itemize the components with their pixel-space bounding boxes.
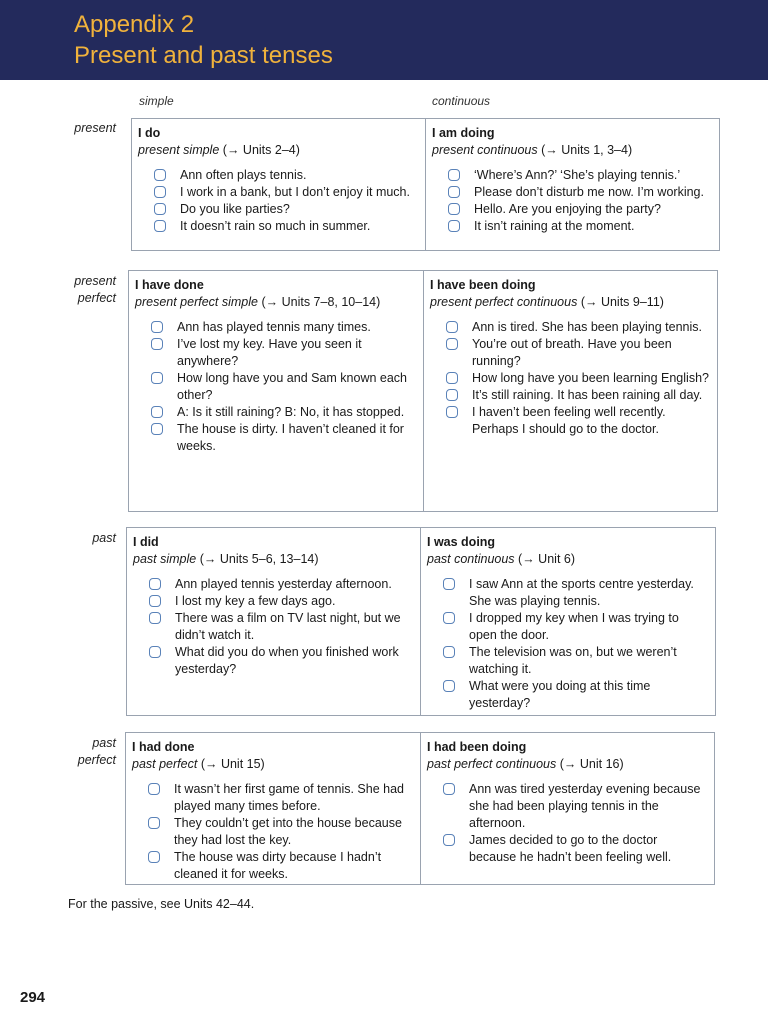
example-item: [448, 184, 711, 201]
example-item: [448, 201, 711, 218]
example-item: [443, 832, 706, 866]
example-item: [446, 370, 709, 387]
bullet-icon: [151, 406, 163, 418]
continuous-cell: [420, 733, 714, 884]
unit-reference: (→ Units 7–8, 10–14): [261, 295, 381, 309]
bullet-icon: [148, 783, 160, 795]
example-item: [148, 849, 412, 883]
row-label: present: [74, 121, 116, 135]
tense-form: I did: [133, 535, 159, 549]
bullet-icon: [448, 186, 460, 198]
example-item: [446, 336, 709, 370]
example-text: I lost my key a few days ago.: [175, 594, 336, 608]
bullet-icon: [148, 817, 160, 829]
example-text: You’re out of breath. Have you been running?: [472, 337, 672, 368]
tense-form: I was doing: [427, 535, 496, 549]
example-text: Ann often plays tennis.: [180, 168, 307, 182]
unit-reference: (→ Unit 16): [559, 757, 624, 771]
example-text: They couldn’t get into the house because they had lost the key.: [174, 816, 402, 847]
example-text: It’s still raining. It has been raining all day.: [472, 388, 703, 402]
unit-reference: (→ Units 9–11): [580, 295, 664, 309]
bullet-icon: [443, 834, 455, 846]
bullet-icon: [149, 646, 161, 658]
example-item: [154, 218, 417, 235]
tense-row-box: [131, 118, 720, 251]
example-item: [154, 184, 417, 201]
bullet-icon: [443, 783, 455, 795]
example-list: [138, 167, 417, 235]
tense-form: I have done: [135, 278, 204, 292]
example-list: [432, 167, 711, 235]
unit-reference: (→ Units 2–4): [222, 143, 300, 157]
bullet-icon: [149, 595, 161, 607]
bullet-icon: [154, 203, 166, 215]
example-text: I saw Ann at the sports centre yesterday. She was playing tennis.: [469, 577, 694, 608]
example-text: I haven’t been feeling well recently. Perhaps I should go to the doctor.: [472, 405, 666, 436]
bullet-icon: [446, 321, 458, 333]
bullet-icon: [446, 389, 458, 401]
bullet-icon: [149, 612, 161, 624]
page-number: 294: [20, 989, 46, 1006]
example-item: [443, 644, 707, 678]
tense-name: present perfect continuous: [430, 295, 578, 309]
example-text: The house is dirty. I haven’t cleaned it for weeks.: [177, 422, 404, 453]
tense-name: past perfect: [132, 757, 198, 771]
bullet-icon: [149, 578, 161, 590]
bullet-icon: [443, 680, 455, 692]
column-header-simple: simple: [139, 94, 174, 108]
example-text: Ann has played tennis many times.: [177, 320, 371, 334]
continuous-cell: [423, 271, 717, 511]
example-text: Ann was tired yesterday evening because she had been playing tennis in the afternoon.: [469, 782, 701, 830]
row-label: present perfect: [74, 274, 116, 305]
tense-form: I have been doing: [430, 278, 536, 292]
example-text: There was a film on TV last night, but we didn’t watch it.: [175, 611, 401, 642]
example-text: Hello. Are you enjoying the party?: [474, 202, 661, 216]
title-banner: [0, 0, 768, 80]
tense-row-box: [128, 270, 718, 512]
continuous-cell: [420, 528, 715, 715]
example-list: [132, 781, 412, 883]
example-item: [446, 387, 709, 404]
tense-name: past simple: [133, 552, 197, 566]
bullet-icon: [151, 372, 163, 384]
tense-name: present perfect simple: [135, 295, 258, 309]
example-item: [448, 167, 711, 184]
simple-cell: [127, 528, 420, 715]
tense-form: I had been doing: [427, 740, 527, 754]
row-label: past: [92, 531, 116, 545]
bullet-icon: [154, 186, 166, 198]
example-item: [149, 610, 412, 644]
tense-name: past perfect continuous: [427, 757, 557, 771]
example-item: [148, 781, 412, 815]
example-text: A: Is it still raining? B: No, it has stopped.: [177, 405, 405, 419]
bullet-icon: [446, 338, 458, 350]
bullet-icon: [448, 220, 460, 232]
example-text: ‘Where’s Ann?’ ‘She’s playing tennis.’: [474, 168, 681, 182]
tense-form: I do: [138, 126, 161, 140]
example-item: [149, 644, 412, 678]
example-text: I dropped my key when I was trying to open the door.: [469, 611, 679, 642]
example-list: [427, 576, 707, 712]
unit-reference: (→ Units 1, 3–4): [541, 143, 633, 157]
tense-name-line: [432, 142, 711, 159]
row-label: past perfect: [77, 736, 116, 767]
example-list: [427, 781, 706, 866]
example-text: I’ve lost my key. Have you seen it anywhere?: [177, 337, 362, 368]
bullet-icon: [154, 220, 166, 232]
appendix-title: Appendix 2: [74, 11, 195, 38]
example-item: [448, 218, 711, 235]
example-text: The house was dirty because I hadn’t cleaned it for weeks.: [174, 850, 382, 881]
example-text: Do you like parties?: [180, 202, 290, 216]
example-text: How long have you and Sam known each other?: [177, 371, 408, 402]
example-list: [133, 576, 412, 678]
example-item: [149, 593, 412, 610]
example-item: [443, 678, 707, 712]
bullet-icon: [448, 203, 460, 215]
bullet-icon: [154, 169, 166, 181]
appendix-subtitle: Present and past tenses: [74, 42, 333, 69]
tense-form: I am doing: [432, 126, 495, 140]
unit-reference: (→ Units 5–6, 13–14): [199, 552, 319, 566]
example-text: How long have you been learning English?: [472, 371, 709, 385]
example-item: [443, 781, 706, 832]
example-item: [151, 336, 415, 370]
simple-cell: [129, 271, 423, 511]
example-list: [430, 319, 709, 438]
example-item: [151, 319, 415, 336]
bullet-icon: [448, 169, 460, 181]
tense-name: present continuous: [432, 143, 538, 157]
bullet-icon: [446, 372, 458, 384]
example-item: [443, 610, 707, 644]
tense-row-box: [125, 732, 715, 885]
tense-name-line: [132, 756, 412, 773]
example-text: James decided to go to the doctor because he hadn’t been feeling well.: [469, 833, 672, 864]
bullet-icon: [151, 338, 163, 350]
example-text: It doesn’t rain so much in summer.: [180, 219, 371, 233]
tense-name-line: [138, 142, 417, 159]
example-text: Ann played tennis yesterday afternoon.: [175, 577, 392, 591]
tense-name: past continuous: [427, 552, 515, 566]
example-item: [151, 404, 415, 421]
continuous-cell: [425, 119, 719, 250]
example-list: [135, 319, 415, 455]
unit-reference: (→ Unit 15): [200, 757, 265, 771]
bullet-icon: [443, 646, 455, 658]
example-item: [148, 815, 412, 849]
tense-row-box: [126, 527, 716, 716]
tense-name-line: [135, 294, 415, 311]
example-item: [154, 201, 417, 218]
example-item: [151, 370, 415, 404]
bullet-icon: [443, 578, 455, 590]
example-text: It wasn’t her first game of tennis. She had played many times before.: [174, 782, 404, 813]
example-text: What did you do when you finished work yesterday?: [175, 645, 399, 676]
bullet-icon: [443, 612, 455, 624]
bullet-icon: [151, 321, 163, 333]
passive-note: For the passive, see Units 42–44.: [68, 897, 255, 911]
tense-name-line: [427, 756, 706, 773]
example-text: What were you doing at this time yesterday?: [469, 679, 651, 710]
bullet-icon: [446, 406, 458, 418]
example-text: Please don’t disturb me now. I’m working.: [474, 185, 704, 199]
example-item: [446, 319, 709, 336]
example-text: Ann is tired. She has been playing tennis.: [472, 320, 703, 334]
tense-name-line: [133, 551, 412, 568]
tense-name-line: [430, 294, 709, 311]
example-item: [151, 421, 415, 455]
column-header-continuous: continuous: [432, 94, 491, 108]
example-item: [443, 576, 707, 610]
bullet-icon: [151, 423, 163, 435]
unit-reference: (→ Unit 6): [518, 552, 575, 566]
simple-cell: [132, 119, 425, 250]
bullet-icon: [148, 851, 160, 863]
tense-form: I had done: [132, 740, 195, 754]
example-text: It isn’t raining at the moment.: [474, 219, 635, 233]
example-item: [149, 576, 412, 593]
example-text: I work in a bank, but I don’t enjoy it much.: [180, 185, 410, 199]
simple-cell: [126, 733, 420, 884]
example-item: [154, 167, 417, 184]
tense-name-line: [427, 551, 707, 568]
example-text: The television was on, but we weren’t watching it.: [469, 645, 677, 676]
tense-name: present simple: [138, 143, 220, 157]
example-item: [446, 404, 709, 438]
